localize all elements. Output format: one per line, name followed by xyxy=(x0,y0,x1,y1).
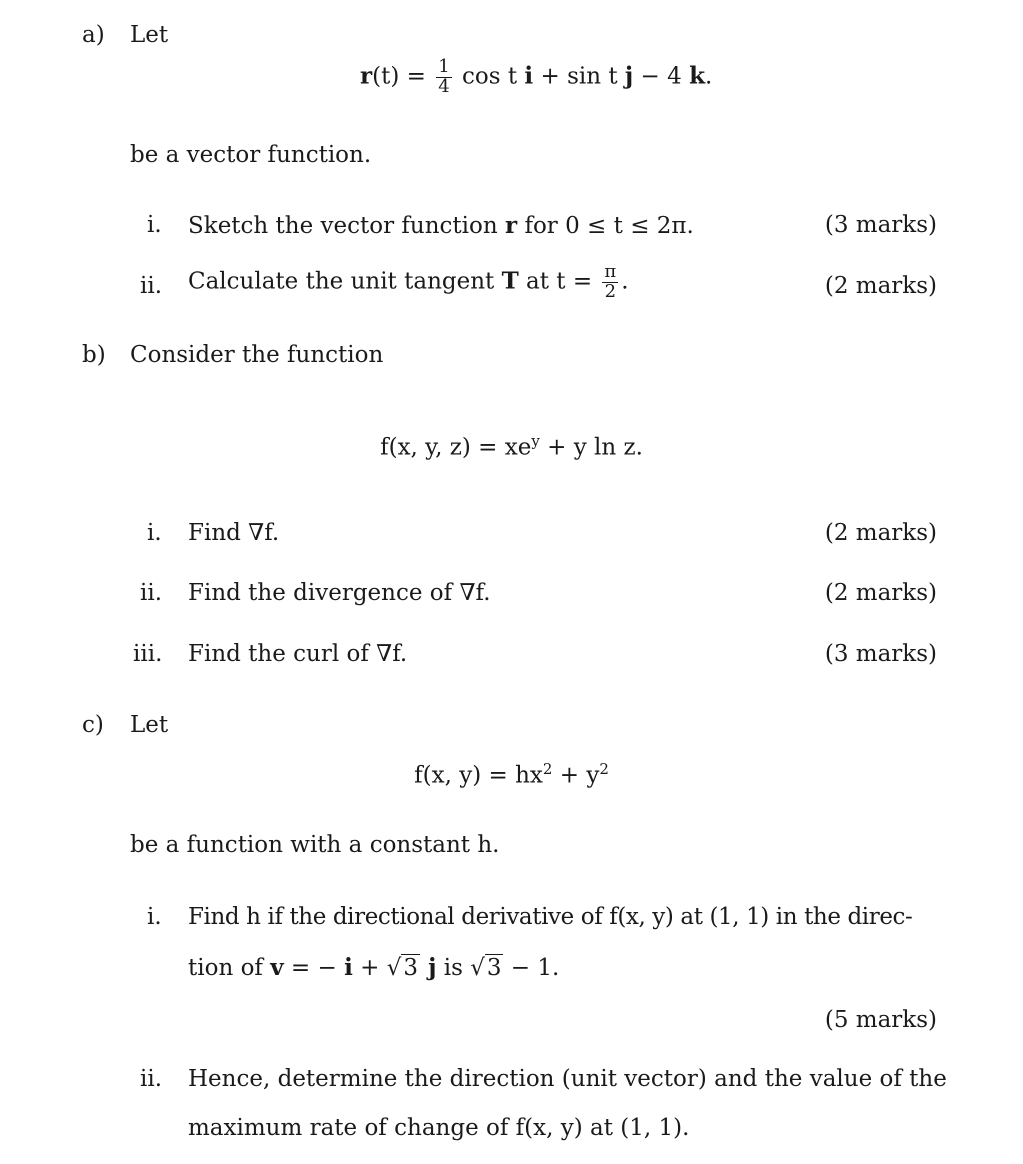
part-a-after: be a vector function. xyxy=(130,142,372,168)
line2-sqrt xyxy=(401,955,420,981)
part-b-item-num: iii. xyxy=(133,641,163,667)
eq-b-tail: + y ln z. xyxy=(539,434,643,461)
eq-frac-den: 4 xyxy=(438,75,450,97)
eq-c-mid: + y xyxy=(552,762,600,789)
eq-plus: + xyxy=(540,63,560,90)
part-c-item-line2: maximum rate of change of f(x, y) at (1, 1). xyxy=(188,1115,690,1141)
eq-c-main: f(x, y) = hx xyxy=(414,762,543,789)
marks-b-iii: (3 marks) xyxy=(824,641,937,667)
frac-den: 2 xyxy=(604,280,617,302)
line2-plus: + √ xyxy=(352,955,402,981)
part-b-intro: Consider the function xyxy=(130,342,384,368)
eq-fraction xyxy=(436,58,451,97)
item-bold-t: T xyxy=(501,267,519,295)
eq-i: i xyxy=(524,62,534,90)
frac-num: π xyxy=(604,261,617,282)
line2-rad2: 3 xyxy=(486,955,502,981)
eq-cos: cos t xyxy=(462,63,518,90)
line2-tail: − 1. xyxy=(503,955,560,981)
part-b-item-num: i. xyxy=(147,520,162,546)
line2-i: i xyxy=(344,954,353,981)
part-a-intro: Let xyxy=(130,22,169,48)
part-a-item-num: i. xyxy=(147,212,162,238)
part-a-item-text xyxy=(188,212,694,239)
eq-minus: − 4 xyxy=(640,63,682,90)
item-text-pre: Sketch the vector function xyxy=(188,213,506,239)
eq-k: k xyxy=(689,62,706,90)
part-b-label: b) xyxy=(82,342,106,368)
part-c-item-line2 xyxy=(188,954,559,981)
part-c-label: c) xyxy=(82,712,104,738)
line2-sqrt2 xyxy=(485,955,504,981)
eq-arg: (t) xyxy=(372,63,400,90)
marks-b-i: (2 marks) xyxy=(824,520,937,546)
part-c-equation xyxy=(0,760,1023,789)
eq-b-main: f(x, y, z) = xe xyxy=(380,434,532,461)
marks-c-i: (5 marks) xyxy=(824,1007,937,1033)
part-b-item-text: Find the curl of ∇f. xyxy=(188,641,408,667)
line2-v: v xyxy=(270,954,284,981)
marks-a-i: (3 marks) xyxy=(824,212,937,238)
eq-b-sup: y xyxy=(531,432,540,450)
eq-c-sup2: 2 xyxy=(599,760,609,778)
item-text-pre: Calculate the unit tangent xyxy=(188,268,502,295)
line2-is: is √ xyxy=(436,955,485,981)
part-a-item-num: ii. xyxy=(140,273,163,299)
part-a-label: a) xyxy=(82,22,105,48)
eq-j: j xyxy=(624,62,634,90)
item-tail: . xyxy=(621,268,629,295)
item-text-post: at t = xyxy=(518,268,593,295)
part-b-item-text: Find the divergence of ∇f. xyxy=(188,580,491,606)
part-c-after: be a function with a constant h. xyxy=(130,832,500,858)
part-c-item-line1: Find h if the directional derivative of f(x, y) at (1, 1) in the direc- xyxy=(188,904,913,930)
part-b-item-num: ii. xyxy=(140,580,163,606)
part-c-item-num: ii. xyxy=(140,1066,163,1092)
part-c-item-num: i. xyxy=(147,904,162,930)
eq-equals: = xyxy=(406,63,426,90)
item-bold-r: r xyxy=(505,212,518,239)
item-fraction xyxy=(602,263,618,302)
eq-sin: sin t xyxy=(567,63,618,90)
eq-c-sup1: 2 xyxy=(542,760,553,778)
eq-frac-num: 1 xyxy=(438,56,450,77)
part-a-equation xyxy=(360,58,712,97)
marks-b-ii: (2 marks) xyxy=(824,580,937,606)
part-a-item-text xyxy=(188,263,629,302)
line2-pre: tion of xyxy=(188,955,271,981)
eq-end: . xyxy=(705,63,713,90)
line2-rad: 3 xyxy=(403,955,419,981)
part-b-equation xyxy=(0,432,1023,461)
part-c-intro: Let xyxy=(130,712,169,738)
part-c-item-line1: Hence, determine the direction (unit vector) and the value of the xyxy=(188,1066,947,1092)
item-text-post: for 0 ≤ t ≤ 2π. xyxy=(517,213,694,239)
part-b-item-text: Find ∇f. xyxy=(188,520,280,546)
marks-a-ii: (2 marks) xyxy=(824,273,937,299)
line2-eq: = − xyxy=(283,955,345,981)
eq-r: r xyxy=(360,62,373,90)
line2-j: j xyxy=(420,954,437,981)
